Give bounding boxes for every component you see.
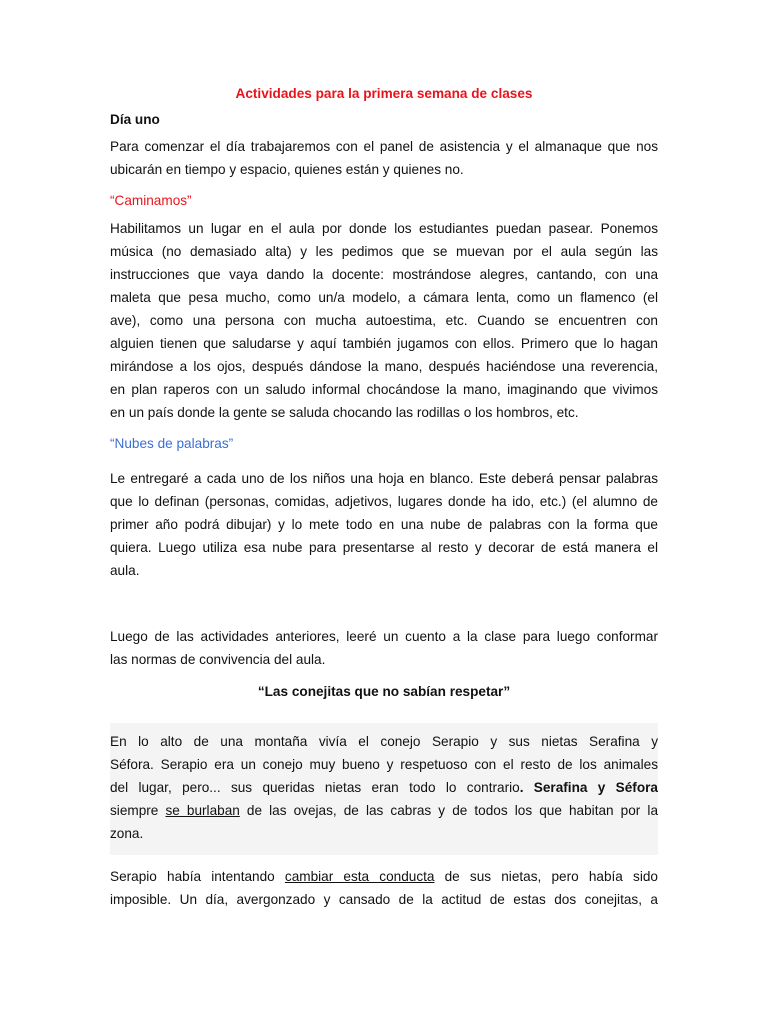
day-heading: Día uno	[110, 112, 160, 127]
paragraph-line: alguien tienen que saludarse y aquí también jugamos con ellos. Primero que lo hagan	[110, 336, 658, 351]
underlined-phrase: se burlaban	[165, 803, 240, 818]
paragraph-line: ubicarán en tiempo y espacio, quienes están y quienes no.	[110, 162, 464, 177]
text-run: siempre	[110, 803, 166, 818]
paragraph-line: en un país donde la gente se saluda chocando las rodillas o los hombros, etc.	[110, 405, 579, 420]
paragraph-line: Le entregaré a cada uno de los niños una hoja en blanco. Este deberá pensar palabras	[110, 471, 658, 486]
paragraph-line: Habilitamos un lugar en el aula por donde los estudiantes puedan pasear. Ponemos	[110, 221, 658, 236]
paragraph-line: imposible. Un día, avergonzado y cansado de la actitud de estas dos conejitas, a	[110, 892, 658, 907]
activity-caminamos-paragraph	[110, 217, 658, 424]
paragraph-line: aula.	[110, 563, 140, 578]
activity-title-nubes: “Nubes de palabras”	[110, 436, 234, 451]
underlined-phrase: cambiar esta conducta	[284, 869, 435, 884]
bold-period: . Serafina y Séfora	[519, 780, 658, 795]
paragraph-line: música (no demasiado alta) y les pedimos que se muevan por el aula según las	[110, 244, 658, 259]
paragraph-line	[110, 865, 658, 888]
story-title: “Las conejitas que no sabían respetar”	[257, 684, 511, 699]
document-page	[110, 0, 658, 1024]
paragraph-line: zona.	[110, 826, 144, 841]
paragraph-line: Para comenzar el día trabajaremos con el panel de asistencia y el almanaque que nos	[110, 139, 658, 154]
intro-paragraph	[110, 135, 658, 181]
activity-title-caminamos: “Caminamos”	[110, 193, 192, 208]
paragraph-line: instrucciones que vaya dando la docente: mostrándose alegres, cantando, con una	[110, 267, 658, 282]
text-run: de sus nietas, pero había sido	[434, 869, 658, 884]
paragraph-line: maleta que pesa mucho, como un/a modelo, a cámara lenta, como un flamenco (el	[110, 290, 658, 305]
paragraph-line: En lo alto de una montaña vivía el conejo Serapio y sus nietas Serafina y	[110, 734, 658, 749]
paragraph-line	[110, 799, 658, 822]
text-run: de las ovejas, de las cabras y de todos los que habitan por la	[239, 803, 658, 818]
story-paragraph-1	[110, 730, 658, 845]
paragraph-line: que lo definan (personas, comidas, adjetivos, lugares donde ha ido, etc.) (el alumno de	[110, 494, 658, 509]
text-run: del lugar, pero... sus queridas nietas eran todo lo contrario	[110, 780, 520, 795]
after-activities-paragraph	[110, 625, 658, 671]
paragraph-line: en plan raperos con un saludo informal chocándose la mano, imaginando que vivimos	[110, 382, 658, 397]
activity-nubes-paragraph	[110, 467, 658, 582]
paragraph-line: quiera. Luego utiliza esa nube para presentarse al resto y decorar de está manera el	[110, 540, 658, 555]
document-title: Actividades para la primera semana de clases	[235, 86, 533, 101]
paragraph-line: primer año podrá dibujar) y lo mete todo en una nube de palabras con la forma que	[110, 517, 658, 532]
paragraph-line: Luego de las actividades anteriores, leeré un cuento a la clase para luego conformar	[110, 629, 658, 644]
paragraph-line: Séfora. Serapio era un conejo muy bueno y respetuoso con el resto de los animales	[110, 757, 658, 772]
paragraph-line	[110, 776, 658, 799]
paragraph-line: mirándose a los ojos, después dándose la mano, después haciéndose una reverencia,	[110, 359, 658, 374]
story-paragraph-2	[110, 865, 658, 911]
paragraph-line: ave), como una persona con mucha autoestima, etc. Cuando se encuentren con	[110, 313, 658, 328]
paragraph-line: las normas de convivencia del aula.	[110, 652, 326, 667]
text-run: Serapio había intentando	[110, 869, 285, 884]
